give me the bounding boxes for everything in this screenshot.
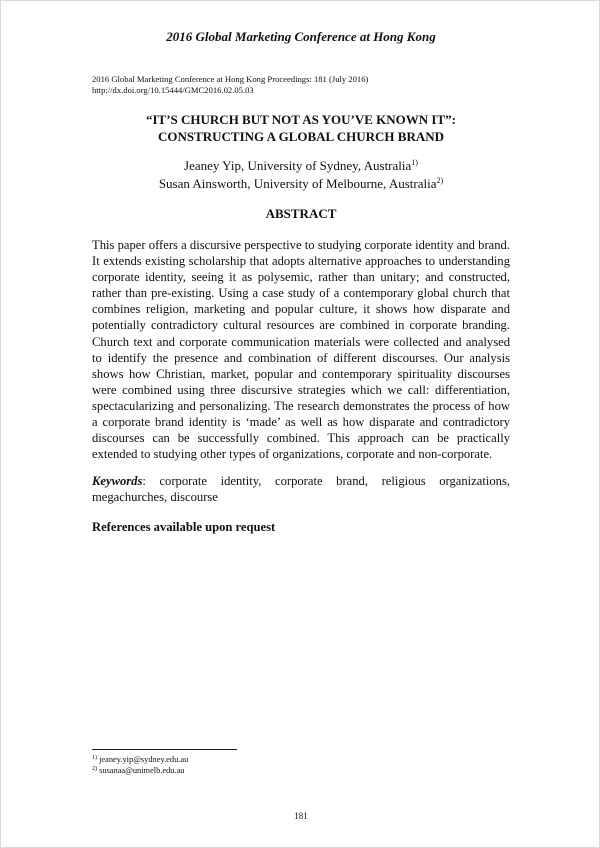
keywords-label: Keywords — [92, 474, 143, 488]
footnote-1-email[interactable]: jeaney.yip@sydney.edu.au — [97, 755, 189, 764]
doi-link[interactable]: http://dx.doi.org/10.15444/GMC2016.02.05.03 — [92, 85, 254, 95]
footnote-2-mark: 2) — [92, 766, 97, 772]
footnote-2 — [92, 765, 392, 776]
references-note: References available upon request — [92, 520, 276, 534]
author-1-name: Jeaney Yip, University of Sydney, Australia — [184, 158, 412, 173]
author-1-footnote-mark: 1) — [411, 158, 418, 167]
running-head: 2016 Global Marketing Conference at Hong Kong — [166, 29, 436, 44]
proceedings-citation: 2016 Global Marketing Conference at Hong Kong Proceedings: 181 (July 2016) — [92, 74, 369, 84]
author-2-footnote-mark: 2) — [436, 176, 444, 185]
author-1 — [92, 157, 510, 175]
author-list — [92, 157, 510, 193]
keywords-text: : corporate identity, corporate brand, religious organizations, megachurches, discourse — [92, 474, 510, 504]
footnote-1 — [92, 754, 392, 765]
footnote-1-mark: 1) — [92, 755, 97, 761]
page-number: 181 — [294, 811, 308, 821]
paper-title: “IT’S CHURCH BUT NOT AS YOU’VE KNOWN IT”: CONSTRUCTING A GLOBAL CHURCH BRAND — [145, 112, 456, 144]
abstract-body: This paper offers a discursive perspective to studying corporate identity and brand. It extends existing scholarship that adopts alternative approaches to understanding corporate identity, seeing it as polysemic, rather than unitary; and constructed, rather than pre-existing. Using a case study of a contemporary global church that combines religion, marketing and popular culture, it shows how disparate and potentially contradictory cultural resources are combined in corporate branding. Church text and corporate communication materials were collected and analysed to identify the presence and combination of different discourses. Our analysis shows how Christian, market, popular and contemporary spirituality discourses were combined using three discursive strategies which we call: differentiation, spectacularizing and personalizing. The research demonstrates the process of how a corporate brand identity is ‘made’ as well as how disparate and contradictory discourses can be successfully combined. This approach can be practically extended to studying other types of organizations, corporate and non-corporate. — [92, 238, 510, 462]
author-2-name: Susan Ainsworth, University of Melbourne, Australia — [158, 176, 437, 191]
footnote-2-email[interactable]: susanaa@unimelb.edu.au — [97, 766, 185, 775]
footnote-divider — [92, 749, 237, 750]
keywords — [92, 473, 510, 505]
footnotes — [92, 754, 392, 776]
author-2 — [92, 175, 510, 193]
proceedings-info — [92, 74, 512, 96]
abstract-heading: ABSTRACT — [265, 206, 337, 221]
